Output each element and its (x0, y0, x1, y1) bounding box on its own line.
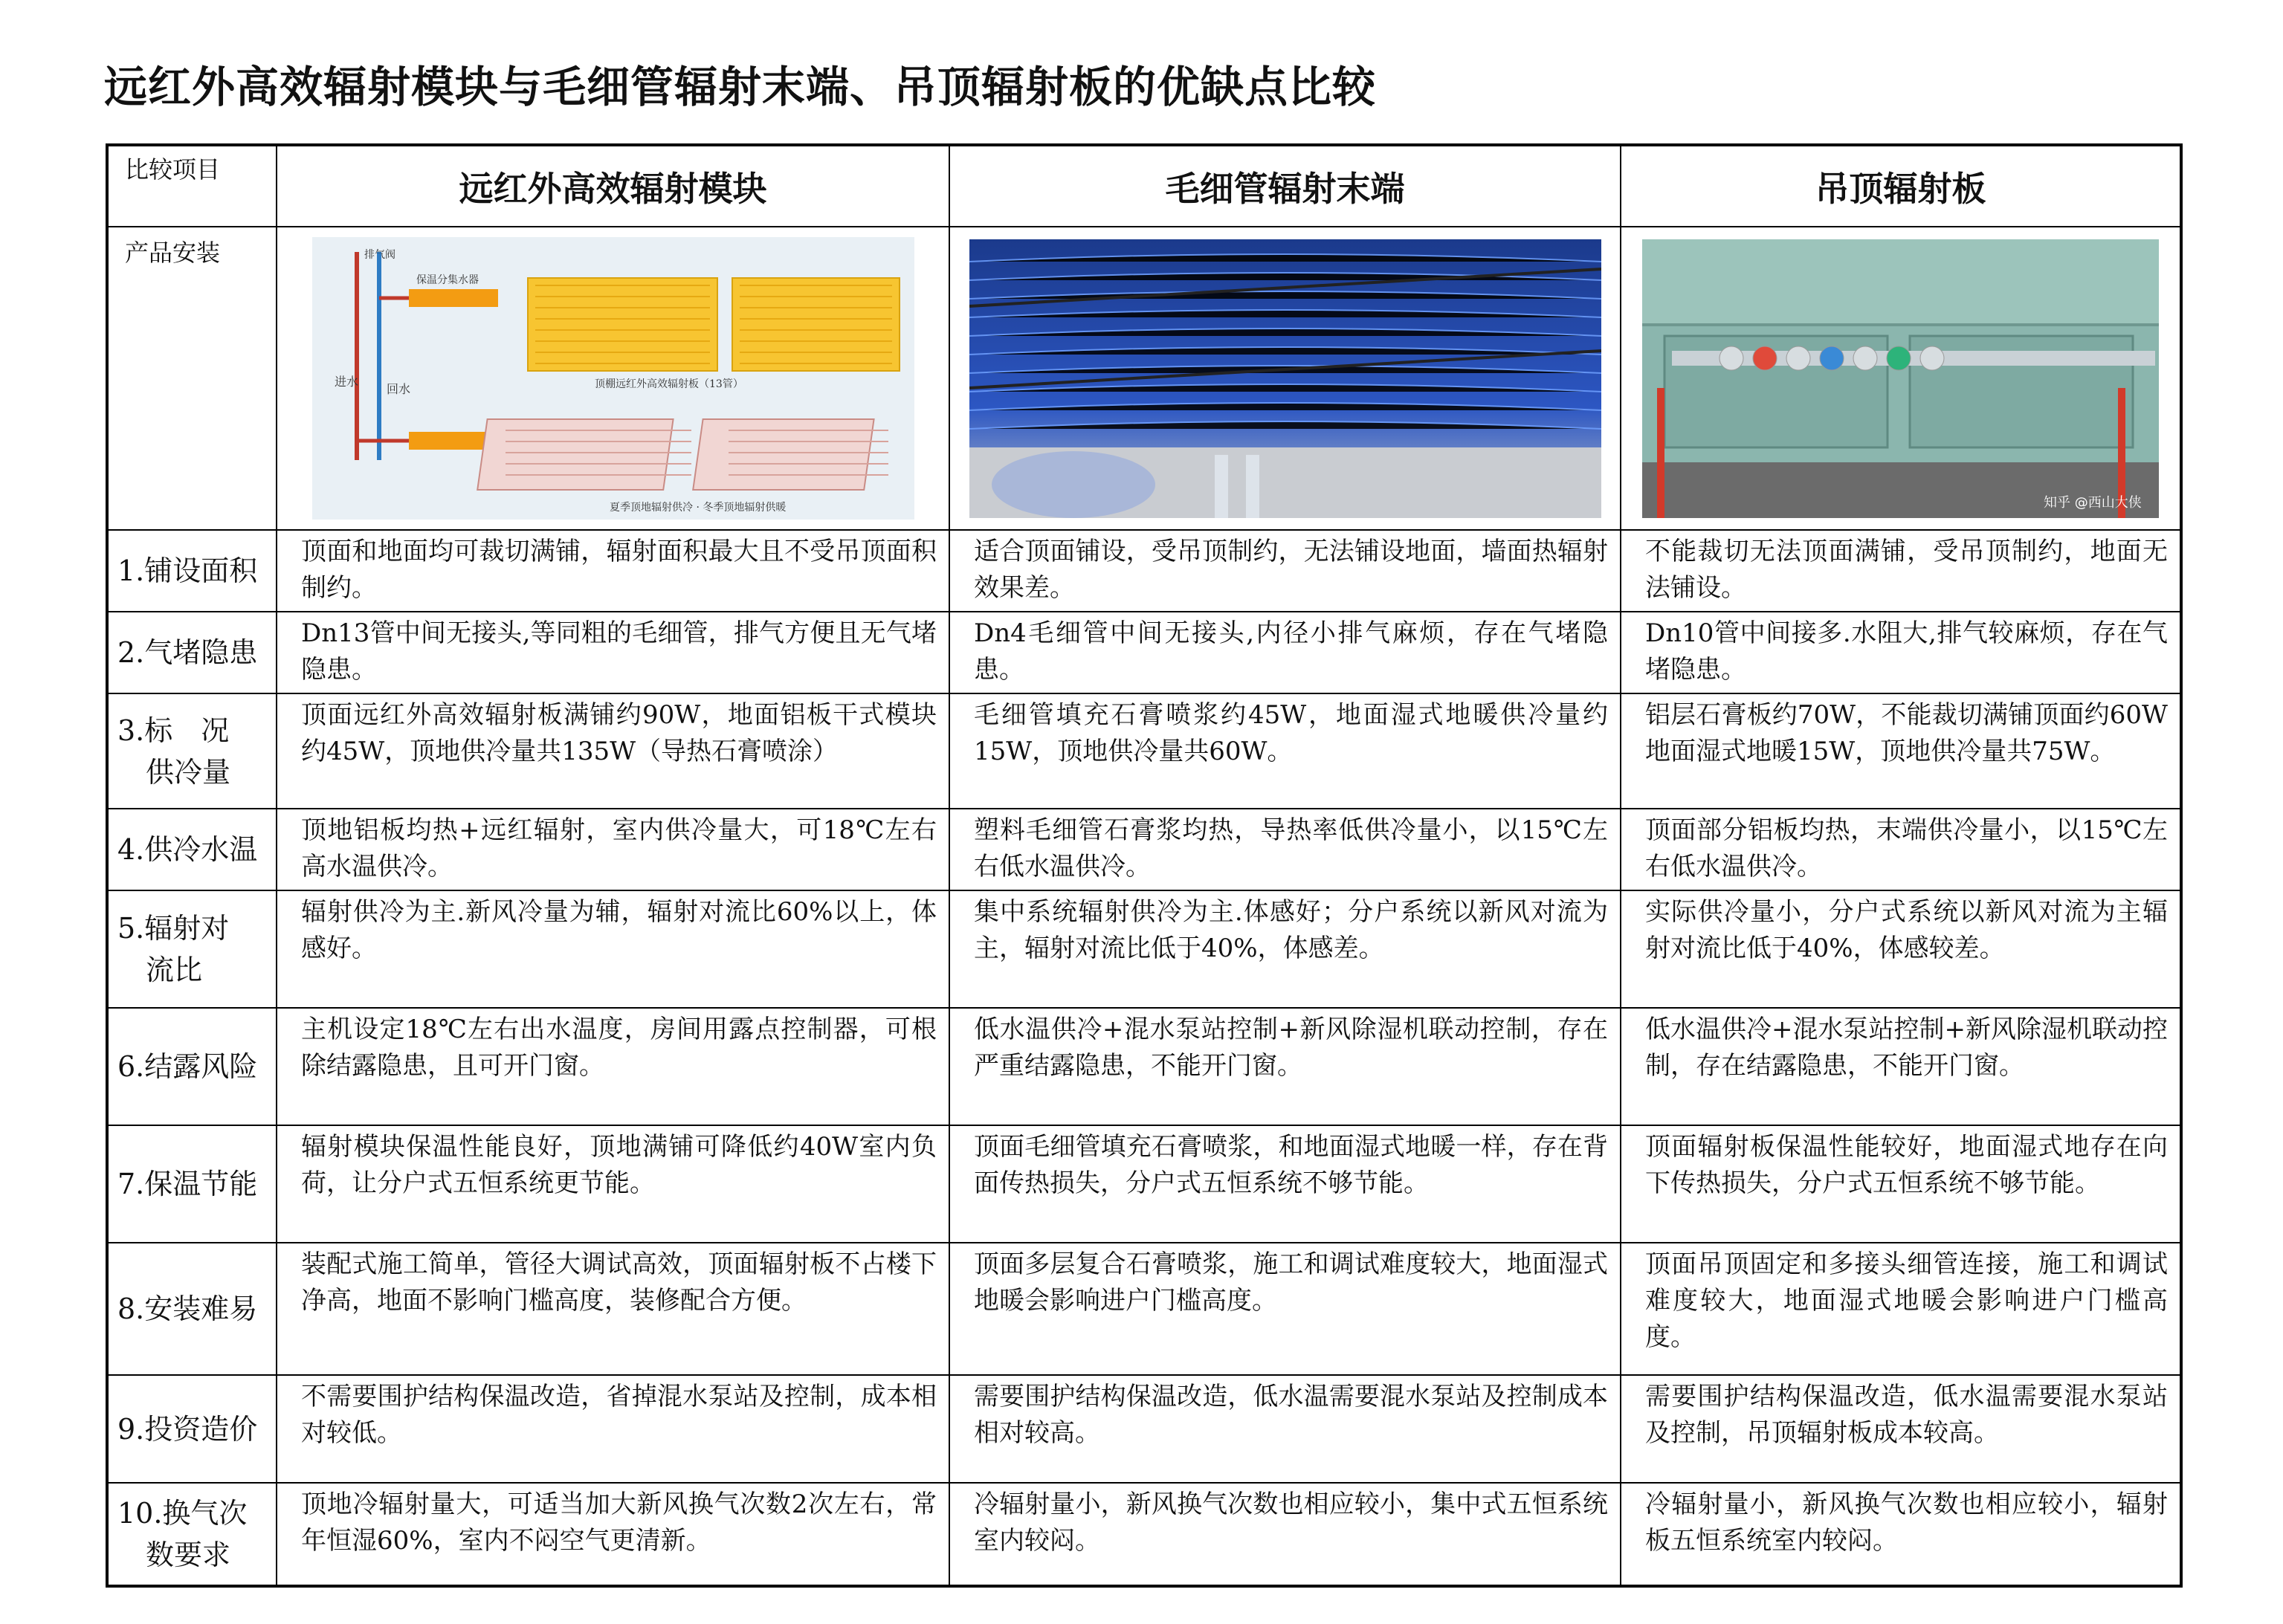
manifold-top (409, 289, 498, 307)
supply-label: 进水 (334, 375, 358, 389)
cell-capillary: 适合顶面铺设，受吊顶制约，无法铺设地面，墙面热辐射效果差。 (949, 530, 1621, 612)
cell-far-infrared: 顶面和地面均可裁切满铺，辐射面积最大且不受吊顶面积制约。 (277, 530, 949, 612)
table-row (107, 1375, 2181, 1483)
row-label: 3.标 况 供冷量 (107, 693, 277, 809)
cell-capillary: 低水温供冷+混水泵站控制+新风除湿机联动控制，存在严重结露隐患，不能开门窗。 (949, 1008, 1621, 1125)
product-diagram-cell (277, 227, 949, 530)
cell-far-infrared: 装配式施工简单，管径大调试高效，顶面辐射板不占楼下净高，地面不影响门槛高度，装修配合方便。 (277, 1243, 949, 1375)
table-row (107, 1243, 2181, 1375)
cell-ceiling-panel: 顶面吊顶固定和多接头细管连接，施工和调试难度较大，地面湿式地暖会影响进户门槛高度。 (1621, 1243, 2181, 1375)
column-header-capillary: 毛细管辐射末端 (949, 145, 1621, 227)
row-label: 6.结露风险 (107, 1008, 277, 1125)
row-label: 10.换气次 数要求 (107, 1483, 277, 1586)
page-title: 远红外高效辐射模块与毛细管辐射末端、吊顶辐射板的优缺点比较 (104, 62, 1377, 112)
cell-capillary: 集中系统辐射供冷为主.体感好；分户系统以新风对流为主，辐射对流比低于40%，体感差。 (949, 890, 1621, 1008)
row-label: 9.投资造价 (107, 1375, 277, 1483)
cell-ceiling-panel: 顶面辐射板保温性能较好，地面湿式地存在向下传热损失，分户式五恒系统不够节能。 (1621, 1125, 2181, 1243)
cell-capillary: 塑料毛细管石膏浆均热，导热率低供冷量小，以15℃左右低水温供冷。 (949, 809, 1621, 890)
cell-ceiling-panel: 顶面部分铝板均热，末端供冷量小，以15℃左右低水温供冷。 (1621, 809, 2181, 890)
cell-capillary: 顶面毛细管填充石膏喷浆，和地面湿式地暖一样，存在背面传热损失，分户式五恒系统不够节能。 (949, 1125, 1621, 1243)
cell-far-infrared: 顶面远红外高效辐射板满铺约90W，地面铝板干式模块约45W，顶地供冷量共135W（导热石膏喷涂） (277, 693, 949, 809)
cell-capillary: 毛细管填充石膏喷浆约45W，地面湿式地暖供冷量约15W，顶地供冷量共60W。 (949, 693, 1621, 809)
cell-ceiling-panel: 不能裁切无法顶面满铺，受吊顶制约，地面无法铺设。 (1621, 530, 2181, 612)
cell-ceiling-panel: Dn10管中间接多.水阻大,排气较麻烦，存在气堵隐患。 (1621, 612, 2181, 693)
capillary-photo (969, 239, 1601, 518)
row-label-install: 产品安装 (107, 227, 277, 530)
table-row (107, 1008, 2181, 1125)
cell-ceiling-panel: 需要围护结构保温改造，低水温需要混水泵站及控制，吊顶辐射板成本较高。 (1621, 1375, 2181, 1483)
manifold-label: 保温分集水器 (416, 274, 479, 286)
table-row (107, 1483, 2181, 1586)
vent-label: 排气阀 (364, 249, 395, 261)
ceiling-panel-photo-cell (1621, 227, 2181, 530)
row-label: 7.保温节能 (107, 1125, 277, 1243)
row-label: 4.供冷水温 (107, 809, 277, 890)
table-row (107, 809, 2181, 890)
cell-capillary: 冷辐射量小，新风换气次数也相应较小，集中式五恒系统室内较闷。 (949, 1483, 1621, 1586)
cell-ceiling-panel: 低水温供冷+混水泵站控制+新风除湿机联动控制，存在结露隐患，不能开门窗。 (1621, 1008, 2181, 1125)
cell-capillary: 需要围护结构保温改造，低水温需要混水泵站及控制成本相对较高。 (949, 1375, 1621, 1483)
cell-ceiling-panel: 冷辐射量小，新风换气次数也相应较小，辐射板五恒系统室内较闷。 (1621, 1483, 2181, 1586)
ceiling-panel-photo (1642, 239, 2159, 518)
table-row (107, 693, 2181, 809)
ceiling-panel-top-2 (732, 278, 900, 371)
capillary-photo-cell (949, 227, 1621, 530)
photo-watermark: 知乎 @西山大侠 (2044, 494, 2142, 511)
cell-far-infrared: 不需要围护结构保温改造，省掉混水泵站及控制，成本相对较低。 (277, 1375, 949, 1483)
row-label: 1.铺设面积 (107, 530, 277, 612)
table-row (107, 1125, 2181, 1243)
table-row (107, 890, 2181, 1008)
cell-far-infrared: 顶地冷辐射量大，可适当加大新风换气次数2次左右，常年恒湿60%，室内不闷空气更清新。 (277, 1483, 949, 1586)
row-label: 5.辐射对 流比 (107, 890, 277, 1008)
row-label: 8.安装难易 (107, 1243, 277, 1375)
top-panel-label: 顶棚远红外高效辐射板（13管） (594, 378, 743, 390)
cell-far-infrared: 辐射供冷为主.新风冷量为辅，辐射对流比60%以上，体感好。 (277, 890, 949, 1008)
cell-far-infrared: 顶地铝板均热+远红辐射，室内供冷量大，可18℃左右高水温供冷。 (277, 809, 949, 890)
row-label: 2.气堵隐患 (107, 612, 277, 693)
column-header-ceiling-panel: 吊顶辐射板 (1621, 145, 2181, 227)
cell-far-infrared: 辐射模块保温性能良好，顶地满铺可降低约40W室内负荷，让分户式五恒系统更节能。 (277, 1125, 949, 1243)
table-row (107, 612, 2181, 693)
corner-label: 比较项目 (107, 145, 277, 227)
product-install-diagram (312, 237, 914, 520)
cell-capillary: Dn4毛细管中间无接头,内径小排气麻烦，存在气堵隐患。 (949, 612, 1621, 693)
cell-ceiling-panel: 铝层石膏板约70W，不能裁切满铺顶面约60W地面湿式地暖15W，顶地供冷量共75W。 (1621, 693, 2181, 809)
comparison-table (106, 143, 2183, 1588)
return-label: 回水 (386, 382, 410, 396)
table-row (107, 530, 2181, 612)
cell-ceiling-panel: 实际供冷量小，分户式系统以新风对流为主辐射对流比低于40%，体感较差。 (1621, 890, 2181, 1008)
install-row (107, 227, 2181, 530)
header-row (107, 145, 2181, 227)
ceiling-panel-top-1 (528, 278, 717, 371)
column-header-far-infrared: 远红外高效辐射模块 (277, 145, 949, 227)
bottom-diagram-label: 夏季顶地辐射供冷 · 冬季顶地辐射供暖 (609, 502, 786, 514)
cell-far-infrared: 主机设定18℃左右出水温度，房间用露点控制器，可根除结露隐患，且可开门窗。 (277, 1008, 949, 1125)
cell-capillary: 顶面多层复合石膏喷浆，施工和调试难度较大，地面湿式地暖会影响进户门槛高度。 (949, 1243, 1621, 1375)
cell-far-infrared: Dn13管中间无接头,等同粗的毛细管，排气方便且无气堵隐患。 (277, 612, 949, 693)
